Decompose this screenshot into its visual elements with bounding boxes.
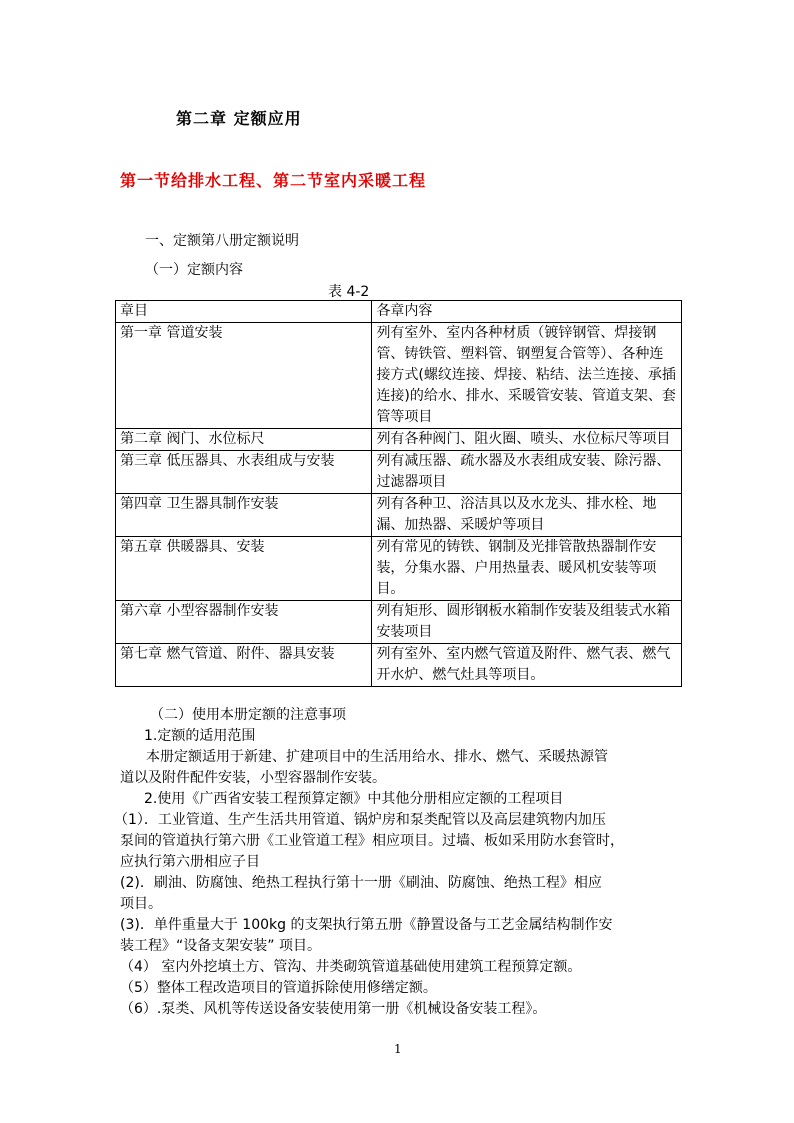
table-cell-content: 列有常见的铸铁、钢制及光排管散热器制作安装，分集水器、户用热量表、暖风机安装等项目。 — [372, 537, 682, 601]
heading-quota-description: 一、定额第八册定额说明 — [145, 233, 299, 249]
paragraph-line: (2)．刷油、防腐蚀、绝热工程执行第十一册《刷油、防腐蚀、绝热工程》相应 — [120, 875, 602, 891]
subheading-scope: 1.定额的适用范围 — [144, 728, 256, 744]
subheading-usage-notes: （二）使用本册定额的注意事项 — [150, 707, 346, 723]
paragraph-line: 装工程》“设备支架安装” 项目。 — [120, 938, 321, 954]
table-header-cell: 章目 — [116, 301, 372, 323]
table-cell-content: 列有矩形、圆形钢板水箱制作安装及组装式水箱安装项目 — [372, 601, 682, 644]
table-cell-chapter: 第四章 卫生器具制作安装 — [116, 494, 372, 537]
table-cell-content: 列有室外、室内燃气管道及附件、燃气表、燃气开水炉、燃气灶具等项目。 — [372, 644, 682, 687]
table-row — [116, 494, 682, 537]
table-cell-chapter: 第七章 燃气管道、附件、器具安装 — [116, 644, 372, 687]
table-row — [116, 451, 682, 494]
paragraph-line: 本册定额适用于新建、扩建项目中的生活用给水、排水、燃气、采暖热源管 — [146, 749, 608, 765]
table-row — [116, 429, 682, 451]
table-header-row — [116, 301, 682, 323]
table-header-cell: 各章内容 — [372, 301, 682, 323]
paragraph-line: （6）.泵类、风机等传送设备安装使用第一册《机械设备安装工程》。 — [120, 1001, 547, 1017]
heading-quota-content: （一）定额内容 — [145, 262, 243, 278]
table-row — [116, 537, 682, 601]
paragraph-line: 泵间的管道执行第六册《工业管道工程》相应项目。过墙、板如采用防水套管时， — [120, 833, 624, 849]
table-row — [116, 644, 682, 687]
paragraph-line: 应执行第六册相应子目 — [120, 854, 260, 870]
chapter-title: 第二章 定额应用 — [176, 109, 302, 128]
table-caption: 表 4-2 — [328, 284, 370, 300]
paragraph-line: (3)．单件重量大于 100kg 的支架执行第五册《静置设备与工艺金属结构制作安 — [120, 917, 613, 933]
paragraph-line: （5）整体工程改造项目的管道拆除使用修缮定额。 — [120, 980, 437, 996]
subheading-other-volumes: 2.使用《广西省安装工程预算定额》中其他分册相应定额的工程项目 — [144, 791, 564, 807]
chapter-content-table — [115, 300, 682, 687]
table-cell-chapter: 第五章 供暖器具、安装 — [116, 537, 372, 601]
table-cell-content: 列有减压器、疏水器及水表组成安装、除污器、过滤器项目 — [372, 451, 682, 494]
section-title: 第一节给排水工程、第二节室内采暖工程 — [120, 171, 427, 190]
table-row — [116, 323, 682, 429]
paragraph-line: （4） 室内外挖填土方、管沟、井类砌筑管道基础使用建筑工程预算定额。 — [120, 959, 582, 975]
paragraph-line: 项目。 — [120, 896, 162, 912]
table-cell-content: 列有各种阀门、阻火圈、喷头、水位标尺等项目 — [372, 429, 682, 451]
table-cell-content: 列有各种卫、浴洁具以及水龙头、排水栓、地漏、加热器、采暖炉等项目 — [372, 494, 682, 537]
table-cell-chapter: 第一章 管道安装 — [116, 323, 372, 429]
table-cell-chapter: 第二章 阀门、水位标尺 — [116, 429, 372, 451]
page-number: 1 — [394, 1042, 402, 1056]
paragraph-line: 道以及附件配件安装，小型容器制作安装。 — [120, 770, 386, 786]
paragraph-line: （1）．工业管道、生产生活共用管道、锅炉房和泵类配管以及高层建筑物内加压 — [114, 812, 606, 828]
table-cell-content: 列有室外、室内各种材质（镀锌钢管、焊接钢管、铸铁管、塑料管、钢塑复合管等）、各种连接方式(螺纹连接、焊接、粘结、法兰连接、承插连接)的给水、排水、采暖管安装、管道支架、套管等项目 — [372, 323, 682, 429]
table-cell-chapter: 第六章 小型容器制作安装 — [116, 601, 372, 644]
table-cell-chapter: 第三章 低压器具、水表组成与安装 — [116, 451, 372, 494]
table-row — [116, 601, 682, 644]
